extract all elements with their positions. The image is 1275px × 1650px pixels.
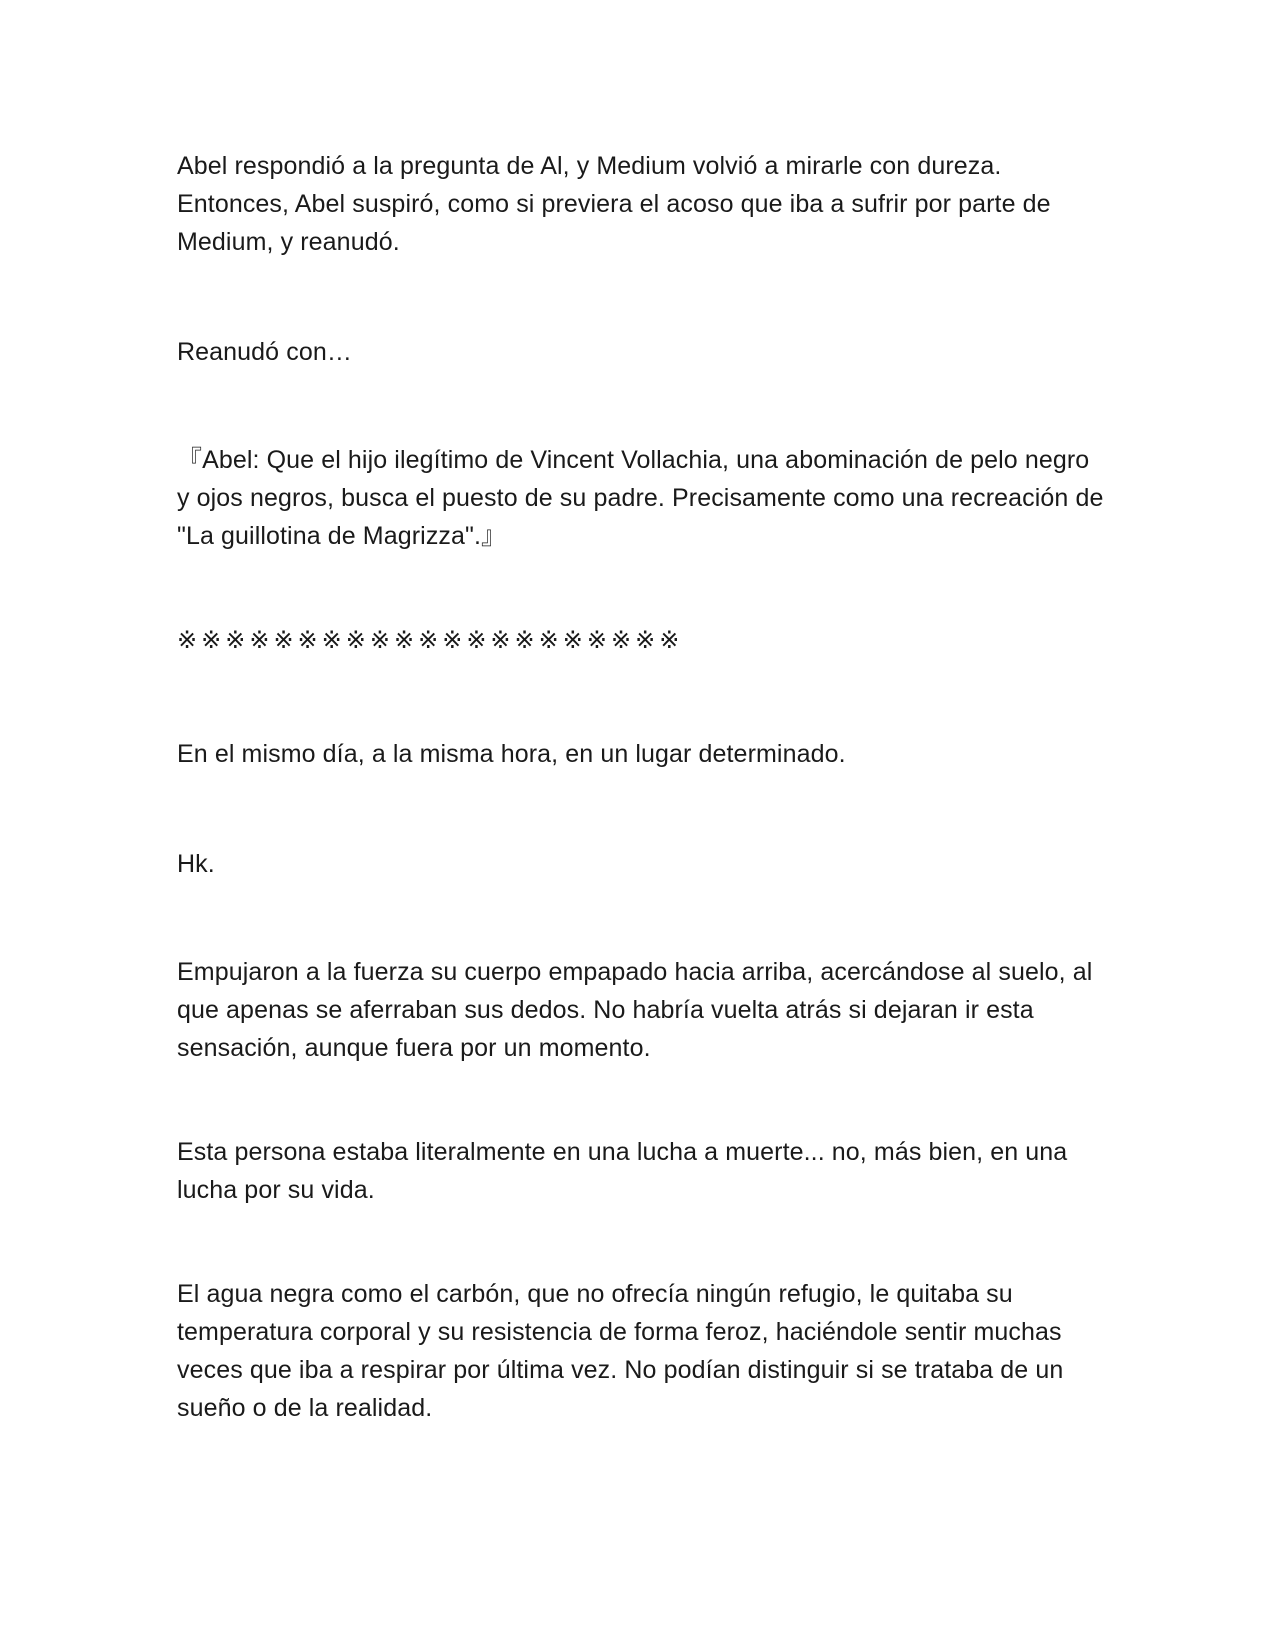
paragraph-reanudo: Reanudó con… xyxy=(177,338,352,366)
paragraph-agua-negra: El agua negra como el carbón, que no ofrecía ningún refugio, le quitaba su temperatura corporal y su resistencia de forma feroz, haciéndole sentir muchas veces que iba a respirar por última vez. No podían distinguir si se trataba de un sueño o de la realidad. xyxy=(177,1280,1064,1422)
paragraph-hk: Hk. xyxy=(177,850,215,878)
paragraph-abel-quote: 『Abel: Que el hijo ilegítimo de Vincent Vollachia, una abominación de pelo negro y ojos negros, busca el puesto de su padre. Precisamente como una recreación de "La guillotina de Magrizza".』 xyxy=(177,446,1104,550)
paragraph-same-day: En el mismo día, a la misma hora, en un lugar determinado. xyxy=(177,740,846,768)
paragraph-lucha: Esta persona estaba literalmente en una lucha a muerte... no, más bien, en una lucha por su vida. xyxy=(177,1138,1068,1204)
paragraph-abel-response: Abel respondió a la pregunta de Al, y Medium volvió a mirarle con dureza. Entonces, Abel suspiró, como si previera el acoso que iba a sufrir por parte de Medium, y reanudó. xyxy=(177,152,1051,256)
document-page xyxy=(177,147,1107,1427)
scene-separator: ※※※※※※※※※※※※※※※※※※※※※ xyxy=(177,626,684,654)
paragraph-empujaron: Empujaron a la fuerza su cuerpo empapado hacia arriba, acercándose al suelo, al que apenas se aferraban sus dedos. No habría vuelta atrás si dejaran ir esta sensación, aunque fuera por un momento. xyxy=(177,958,1093,1062)
